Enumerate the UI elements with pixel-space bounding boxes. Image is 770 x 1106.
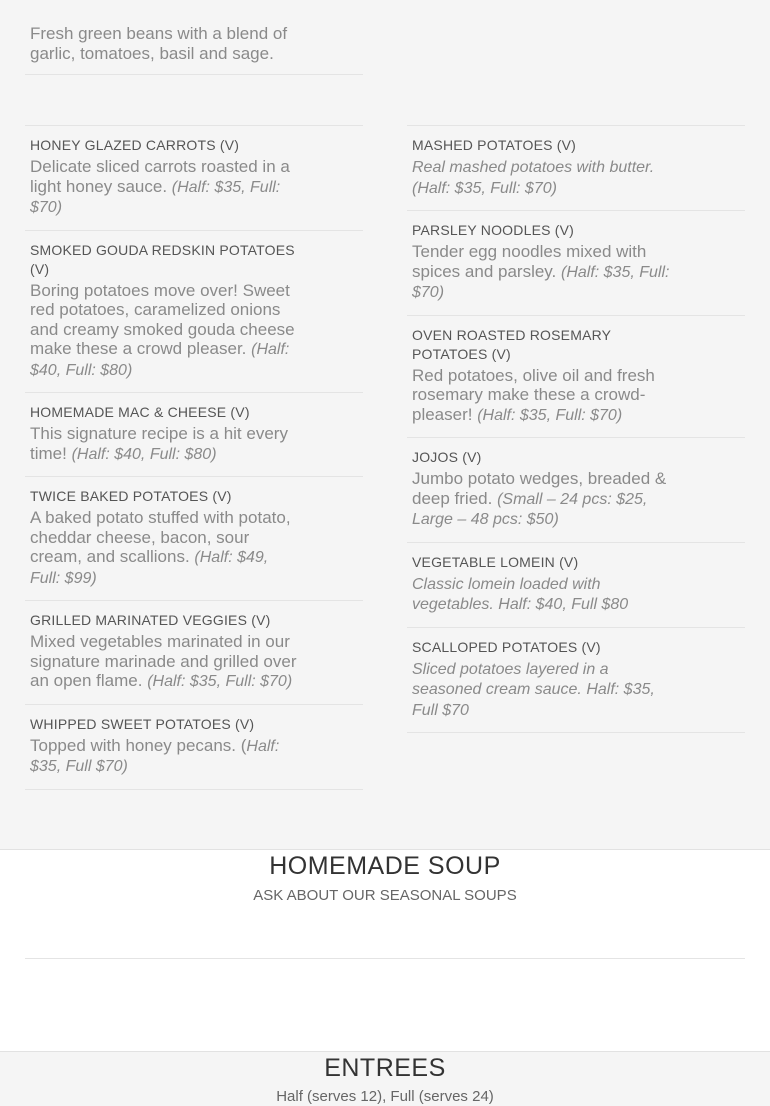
menu-item-description (412, 659, 682, 721)
menu-item-price: Real mashed potatoes with butter. (Half: $35, Full: $70) (412, 159, 655, 197)
menu-item (25, 600, 363, 704)
menu-item-description-text: Red potatoes, olive oil and fresh rosemary make these a crowd-pleaser! (412, 365, 655, 424)
menu-item-price: (Half: $49, Full: $99) (30, 549, 269, 587)
menu-item-price: Sliced potatoes layered in a seasoned cream sauce. Half: $35, Full $70 (412, 660, 655, 719)
green-beans-description: Fresh green beans with a blend of garlic, tomatoes, basil and sage. (30, 24, 288, 63)
menu-item-price: Classic lomein loaded with vegetables. Half: $40, Full $80 (412, 575, 629, 613)
menu-item (25, 392, 363, 476)
menu-item-price: (Small – 24 pcs: $25, Large – 48 pcs: $50) (412, 490, 648, 528)
divider (25, 74, 363, 75)
menu-item-price: (Half: $35, Full: $70) (477, 406, 623, 424)
menu-item-description (30, 424, 300, 464)
menu-item (25, 476, 363, 600)
menu-item-description-text: This signature recipe is a hit every time! (30, 424, 288, 463)
menu-item-description (30, 736, 300, 777)
menu-item-description (412, 574, 682, 615)
menu-item-name: HONEY GLAZED CARROTS (V) (30, 137, 240, 153)
menu-item-description-text: Jumbo potato wedges, breaded & deep fried. (412, 469, 667, 508)
menu-item-description (30, 281, 300, 381)
menu-item (407, 627, 745, 733)
menu-item-description (412, 242, 682, 303)
menu-item (25, 704, 363, 789)
menu-item-description-text: Mixed vegetables marinated in our signature marinade and grilled over an open flame. (30, 632, 297, 690)
menu-item-description-text: Topped with honey pecans. ( (30, 735, 247, 755)
menu-item-name: HOMEMADE MAC & CHEESE (V) (30, 404, 250, 420)
menu-item-price: (Half: $35, Full: $70) (412, 263, 670, 301)
menu-item-price: (Half: $40, Full: $80) (71, 445, 217, 463)
menu-item-name: PARSLEY NOODLES (V) (412, 222, 574, 238)
menu-item-description (30, 508, 300, 588)
menu-item-price: (Half: $40, Full: $80) (30, 341, 290, 379)
menu-item-description (412, 366, 682, 426)
menu-item-name: MASHED POTATOES (V) (412, 137, 577, 153)
menu-item-description (412, 157, 682, 198)
menu-item-name: VEGETABLE LOMEIN (V) (412, 553, 579, 570)
menu-item-name: SCALLOPED POTATOES (V) (412, 638, 601, 655)
menu-item (407, 542, 745, 627)
menu-item-description (30, 632, 300, 692)
menu-item (407, 315, 745, 438)
menu-item-name: SMOKED GOUDA REDSKIN POTATOES (V) (30, 241, 295, 277)
menu-item-name: WHIPPED SWEET POTATOES (V) (30, 715, 255, 732)
menu-item-name: JOJOS (V) (412, 449, 482, 465)
menu-item-description (412, 469, 682, 530)
menu-item-name: OVEN ROASTED ROSEMARY POTATOES (V) (412, 326, 611, 362)
divider (25, 958, 745, 959)
menu-item-description-text: Boring potatoes move over! Sweet red potatoes, caramelized onions and creamy smoked gouda cheese make these a crowd pleaser. (30, 280, 295, 358)
menu-item-description-text: A baked potato stuffed with potato, cheddar cheese, bacon, sour cream, and scallions. (30, 508, 291, 566)
soup-section-title: HOMEMADE SOUP (269, 852, 501, 880)
menu-item-name: TWICE BAKED POTATOES (V) (30, 488, 232, 504)
menu-item (407, 437, 745, 542)
menu-item-price: (Half: $35, Full: $70) (30, 178, 281, 216)
divider (407, 732, 745, 733)
menu-item (25, 230, 363, 393)
menu-item-price: Half: $35, Full $70) (30, 737, 280, 775)
soup-section (0, 849, 770, 1052)
menu-item-name: GRILLED MARINATED VEGGIES (V) (30, 612, 271, 628)
entrees-section-title: ENTREES (324, 1054, 446, 1082)
divider (25, 789, 363, 790)
menu-item-description (30, 157, 300, 218)
menu-item-description-text: Tender egg noodles mixed with spices and parsley. (412, 242, 647, 281)
left-menu-column (25, 125, 363, 790)
menu-item-price: (Half: $35, Full: $70) (147, 673, 293, 690)
entrees-section-subtitle: Half (serves 12), Full (serves 24) (276, 1088, 494, 1105)
right-menu-column (407, 125, 745, 733)
menu-item-description-text: Delicate sliced carrots roasted in a light honey sauce. (30, 157, 290, 196)
menu-item (25, 125, 363, 230)
soup-section-subtitle: ASK ABOUT OUR SEASONAL SOUPS (253, 887, 517, 904)
menu-item (407, 125, 745, 210)
menu-item (407, 210, 745, 315)
